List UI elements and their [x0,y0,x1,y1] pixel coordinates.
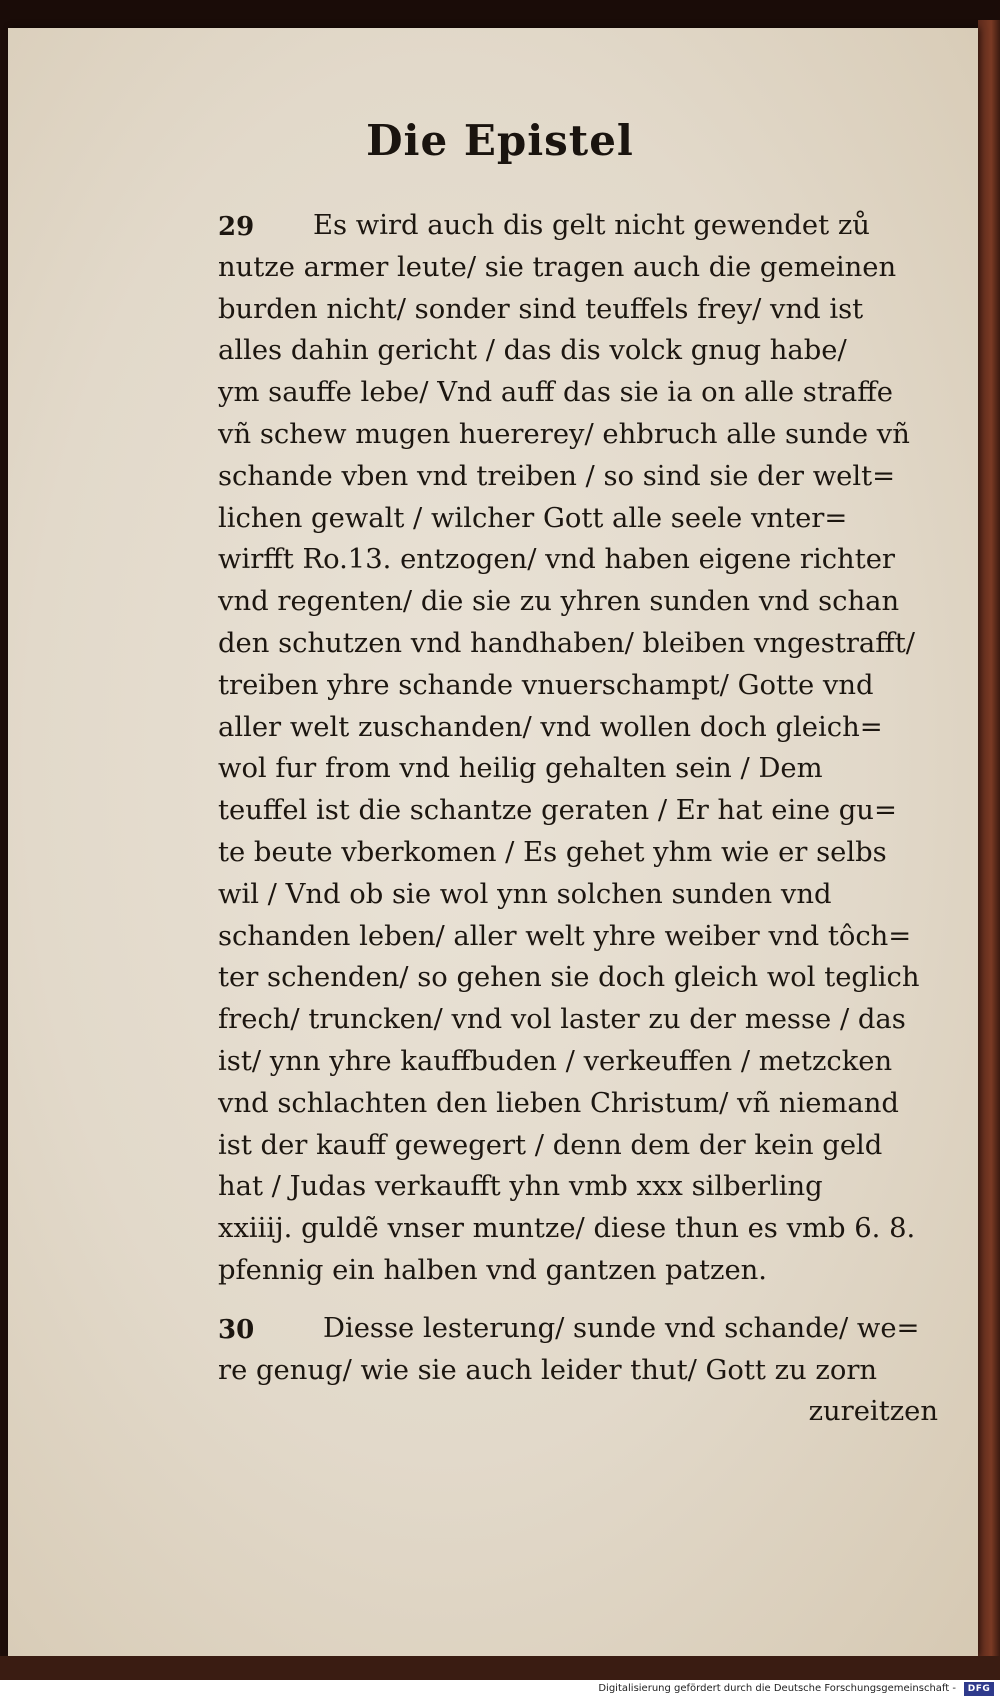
text-line: Es wird auch dis gelt nicht gewendet zů [313,210,870,241]
text-line: wirfft Ro.13. entzogen/ vnd haben eigene richter [218,544,896,576]
text-line: frech/ truncken/ vnd vol laster zu der messe / das [218,1004,906,1036]
text-line: aller welt zuschanden/ vnd wollen doch gleich= [218,711,883,743]
text-line: lichen gewalt / wilcher Gott alle seele vnter= [218,502,848,534]
text-line: Diesse lesterung/ sunde vnd schande/ we= [323,1312,920,1344]
text-line: te beute vberkomen / Es gehet yhm wie er selbs [218,836,887,868]
text-line: vñ schew mugen huererey/ ehbruch alle sunde vñ [218,418,910,450]
text-line: pfennig ein halben vnd gantzen patzen. [218,1254,768,1286]
text-line: nutze armer leute/ sie tragen auch die gemeinen [218,251,897,283]
dfg-logo: DFG [964,1682,994,1696]
text-line: schanden leben/ aller welt yhre weiber vnd tôch= [218,920,912,952]
running-title: Die Epistel [366,116,634,165]
funding-credit: Digitalisierung gefördert durch die Deutsche Forschungsgemeinschaft - [598,1683,956,1694]
text-line: vnd schlachten den lieben Christum/ vñ niemand [218,1087,899,1119]
text-line: ym sauffe lebe/ Vnd auff das sie ia on alle straffe [218,377,893,409]
text-line: ist der kauff gewegert / denn dem der kein geld [218,1129,883,1161]
text-line: den schutzen vnd handhaben/ bleiben vngestrafft/ [218,627,915,659]
paragraph-2 [218,1308,938,1433]
text-line: wil / Vnd ob sie wol ynn solchen sunden vnd [218,878,832,910]
paragraph-number: 29 [218,212,255,242]
text-line: ter schenden/ so gehen sie doch gleich wol teglich [218,962,920,994]
text-line: schande vben vnd treiben / so sind sie der welt= [218,460,896,492]
book-edge-right [978,20,1000,1670]
text-line: ist/ ynn yhre kauffbuden / verkeuffen / metzcken [218,1045,893,1077]
catchword: zureitzen [808,1396,938,1428]
text-line: re genug/ wie sie auch leider thut/ Gott zu zorn [218,1354,878,1386]
text-line: alles dahin gericht / das dis volck gnug habe/ [218,335,847,367]
book-edge-bottom [0,1656,1000,1680]
text-line: xxiiij. guldẽ vnser muntze/ diese thun es vmb 6. 8. [218,1213,916,1245]
text-line: burden nicht/ sonder sind teuffels frey/ vnd ist [218,293,864,325]
text-line: wol fur from vnd heilig gehalten sein / Dem [218,753,823,785]
paragraph-number: 30 [218,1314,255,1345]
book-edge-top [0,0,1000,30]
text-line: treiben yhre schande vnuerschampt/ Gotte vnd [218,669,874,701]
text-line: teuffel ist die schantze geraten / Er hat eine gu= [218,795,897,827]
text-line: hat / Judas verkaufft yhn vmb xxx silberling [218,1171,823,1203]
paragraph-1 [218,205,938,1292]
text-line: vnd regenten/ die sie zu yhren sunden vnd schan [218,586,900,618]
body-text [218,205,938,1433]
